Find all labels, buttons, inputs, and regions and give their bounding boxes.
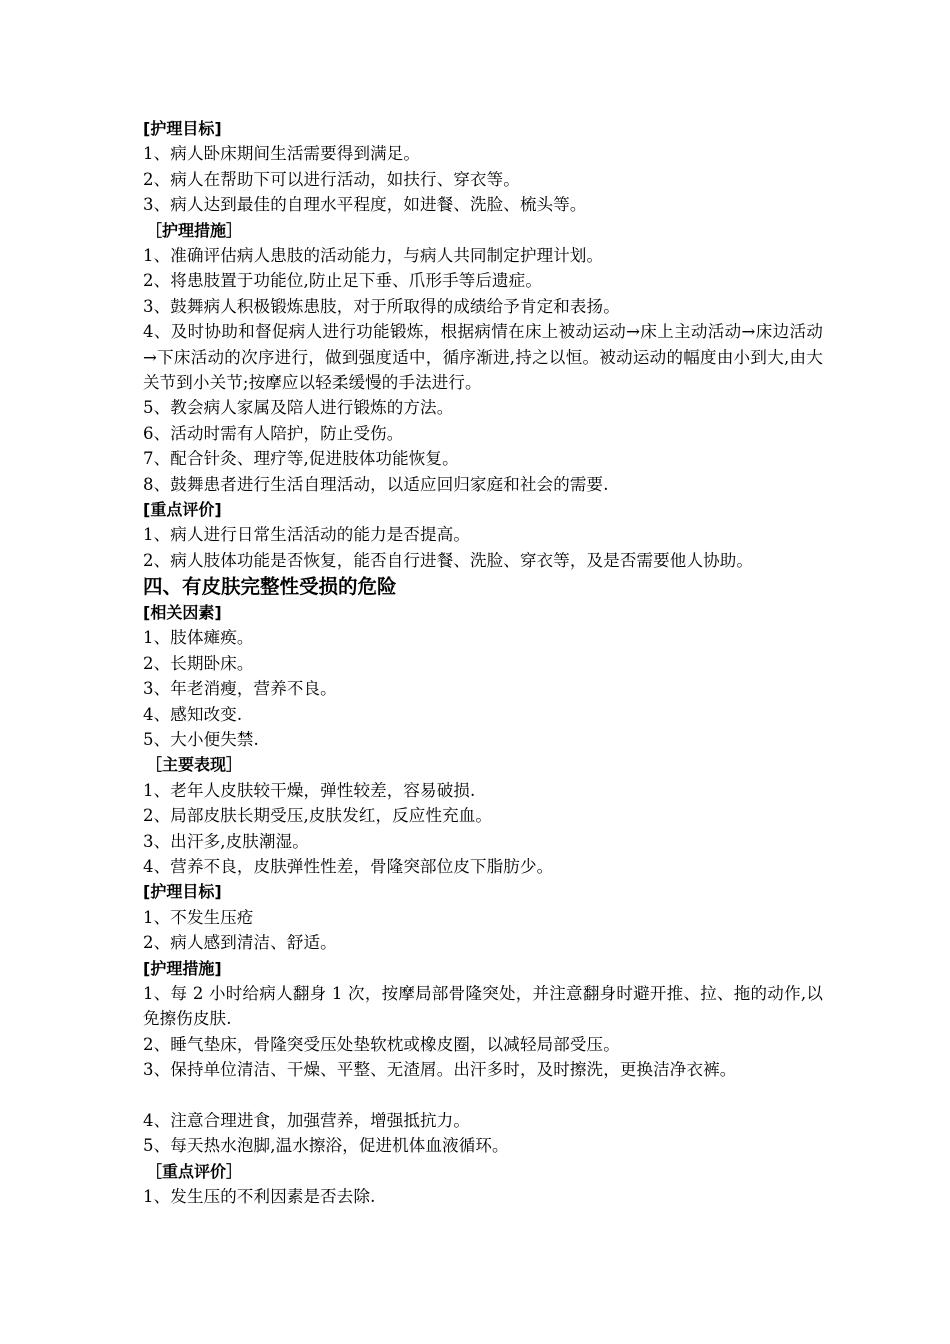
text-paragraph: 4、及时协助和督促病人进行功能锻炼，根据病情在床上被动运动→床上主动活动→床边活动→下床活动的次序进行，做到强度适中，循序渐进,持之以恒。被动运动的幅度由小到大,由大关节到小关节;按摩应以轻柔缓慢的手法进行。 [143,322,823,392]
subsection-heading: ［护理措施］ [146,220,243,240]
text-line: 6、活动时需有人陪护，防止受伤。 [143,423,404,443]
blank-line [143,1083,823,1108]
subsection-heading: [重点评价] [143,499,222,519]
text-line: 5、每天热水泡脚,温水擦浴，促进机体血液循环。 [143,1136,509,1156]
text-line: 1、老年人皮肤较干燥，弹性较差，容易破损. [143,780,476,800]
text-line: 1、肢体瘫痪。 [143,628,254,648]
text-line: 8、鼓舞患者进行生活自理活动，以适应回归家庭和社会的需要. [143,474,609,494]
text-line: 2、病人感到清洁、舒适。 [143,933,337,953]
text-line: 5、教会病人家属及陪人进行锻炼的方法。 [143,398,454,418]
text-paragraph: 1、每 2 小时给病人翻身 1 次，按摩局部骨隆突处，并注意翻身时避开推、拉、拖的动作,以免擦伤皮肤. [143,983,823,1029]
subsection-heading: [护理目标] [143,119,222,138]
subsection-heading: ［重点评价］ [146,1161,243,1181]
text-line: 7、配合针灸、理疗等,促进肢体功能恢复。 [143,449,459,469]
text-line: 2、睡气垫床，骨隆突受压处垫软枕或橡皮圈，以减轻局部受压。 [143,1034,620,1054]
text-line: 1、准确评估病人患肢的活动能力，与病人共同制定护理计划。 [143,245,604,265]
text-line: 3、保持单位清洁、干燥、平整、无渣屑。出汗多时，及时擦洗，更换洁净衣裤。 [143,1060,737,1080]
text-line: 2、将患肢置于功能位,防止足下垂、爪形手等后遗症。 [143,271,542,291]
text-line: 1、不发生压疮 [143,907,254,927]
text-line: 3、病人达到最佳的自理水平程度，如进餐、洗脸、梳头等。 [143,195,587,215]
text-line: 3、出汗多,皮肤潮湿。 [143,831,309,851]
subsection-heading: [护理目标] [143,882,222,902]
text-line: 2、病人在帮助下可以进行活动，如扶行、穿衣等。 [143,169,520,189]
text-line: 1、发生压的不利因素是否去除. [143,1187,376,1207]
text-line: 4、营养不良，皮肤弹性性差，骨隆突部位皮下脂肪少。 [143,857,554,876]
subsection-heading: [相关因素] [143,603,222,623]
text-line: 1、病人卧床期间生活需要得到满足。 [143,144,421,164]
text-line: 2、局部皮肤长期受压,皮肤发红，反应性充血。 [143,806,493,826]
subsection-heading: [护理措施] [143,958,222,978]
text-line: 3、年老消瘦，营养不良。 [143,679,337,699]
text-line: 3、鼓舞病人积极锻炼患肢，对于所取得的成绩给予肯定和表扬。 [143,296,620,316]
text-line: 4、感知改变. [143,704,243,724]
document-page [143,116,823,1210]
text-line: 4、注意合理进食，加强营养，增强抵抗力。 [143,1110,470,1130]
text-line: 2、长期卧床。 [143,653,254,673]
section-title: 四、有皮肤完整性受损的危险 [143,575,397,599]
text-line: 5、大小便失禁. [143,730,259,750]
text-paragraph: 2、病人肢体功能是否恢复，能否自行进餐、洗脸、穿衣等，及是否需要他人协助。 [143,550,754,570]
subsection-heading: ［主要表现］ [146,755,243,775]
text-line: 1、病人进行日常生活活动的能力是否提高。 [143,525,470,545]
